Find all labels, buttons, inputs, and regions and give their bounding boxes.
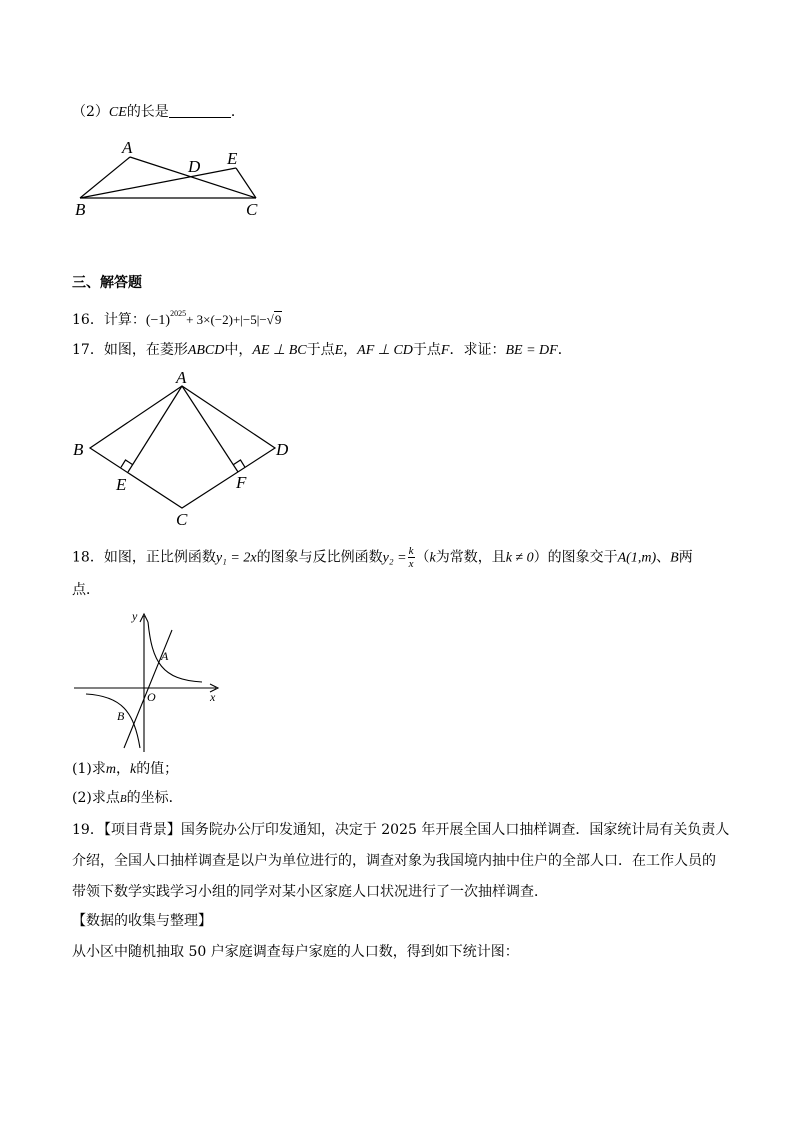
- q19-line4: 【数据的收集与整理】: [72, 913, 212, 929]
- q19-line1: 19．【项目背景】国务院办公厅印发通知，决定于 2025 年开展全国人口抽样调查．国家统计局有关负责人: [72, 822, 730, 838]
- label-D: D: [276, 440, 289, 459]
- label-C: C: [246, 200, 258, 219]
- q16: 16．计算：$(-1)^{2025}+ 3\times(-2)+|-5|-√9$: [72, 309, 282, 328]
- q18-figure: [70, 602, 230, 758]
- label-x: x: [210, 690, 216, 704]
- q19-line2: 介绍，全国人口抽样调查是以户为单位进行的，调查对象为我国境内抽中住户的全部人口．在工作人员的: [72, 853, 716, 869]
- label-B: B: [75, 200, 86, 219]
- label-A: A: [122, 138, 133, 157]
- section-title: 三、解答题: [72, 275, 142, 291]
- fraction: $\frac{k}{x}$: [408, 545, 414, 570]
- label-E: E: [116, 475, 127, 494]
- q18: 18．如图，正比例函数y₁ = 2x的图象与反比例函数y₂ = $\frac{k}{x}$ （k为常数，且k ≠ 0）的图象交于A(1,m)、B两: [72, 545, 693, 570]
- q15-figure: [70, 136, 270, 222]
- label-D: D: [188, 157, 201, 176]
- q17: 17．如图，在菱形ABCD中，AE ⊥ BC于点E，AF ⊥ CD于点F．求证：BE = DF．: [72, 342, 572, 358]
- label-O: O: [147, 690, 156, 704]
- label-C: C: [176, 510, 188, 529]
- label-E: E: [227, 149, 238, 168]
- q15-part2: （2）CE的长是 ．: [72, 104, 245, 120]
- q18-sub1: (1)求m，k的值；: [72, 761, 179, 777]
- label-F: F: [236, 473, 247, 492]
- answer-blank[interactable]: [169, 103, 231, 118]
- q18-sub2: (2)求点B的坐标．: [72, 790, 183, 806]
- label-B: B: [73, 440, 84, 459]
- q17-figure: [70, 366, 300, 532]
- label-A: A: [161, 649, 169, 663]
- q19-line5: 从小区中随机抽取 50 户家庭调查每户家庭的人口数，得到如下统计图：: [72, 944, 519, 960]
- q19-line3: 带领下数学实践学习小组的同学对某小区家庭人口状况进行了一次抽样调查．: [72, 884, 548, 900]
- label-A: A: [176, 368, 187, 387]
- label-y: y: [132, 609, 138, 623]
- label-B: B: [117, 709, 125, 723]
- q18-line2: 点．: [72, 582, 100, 598]
